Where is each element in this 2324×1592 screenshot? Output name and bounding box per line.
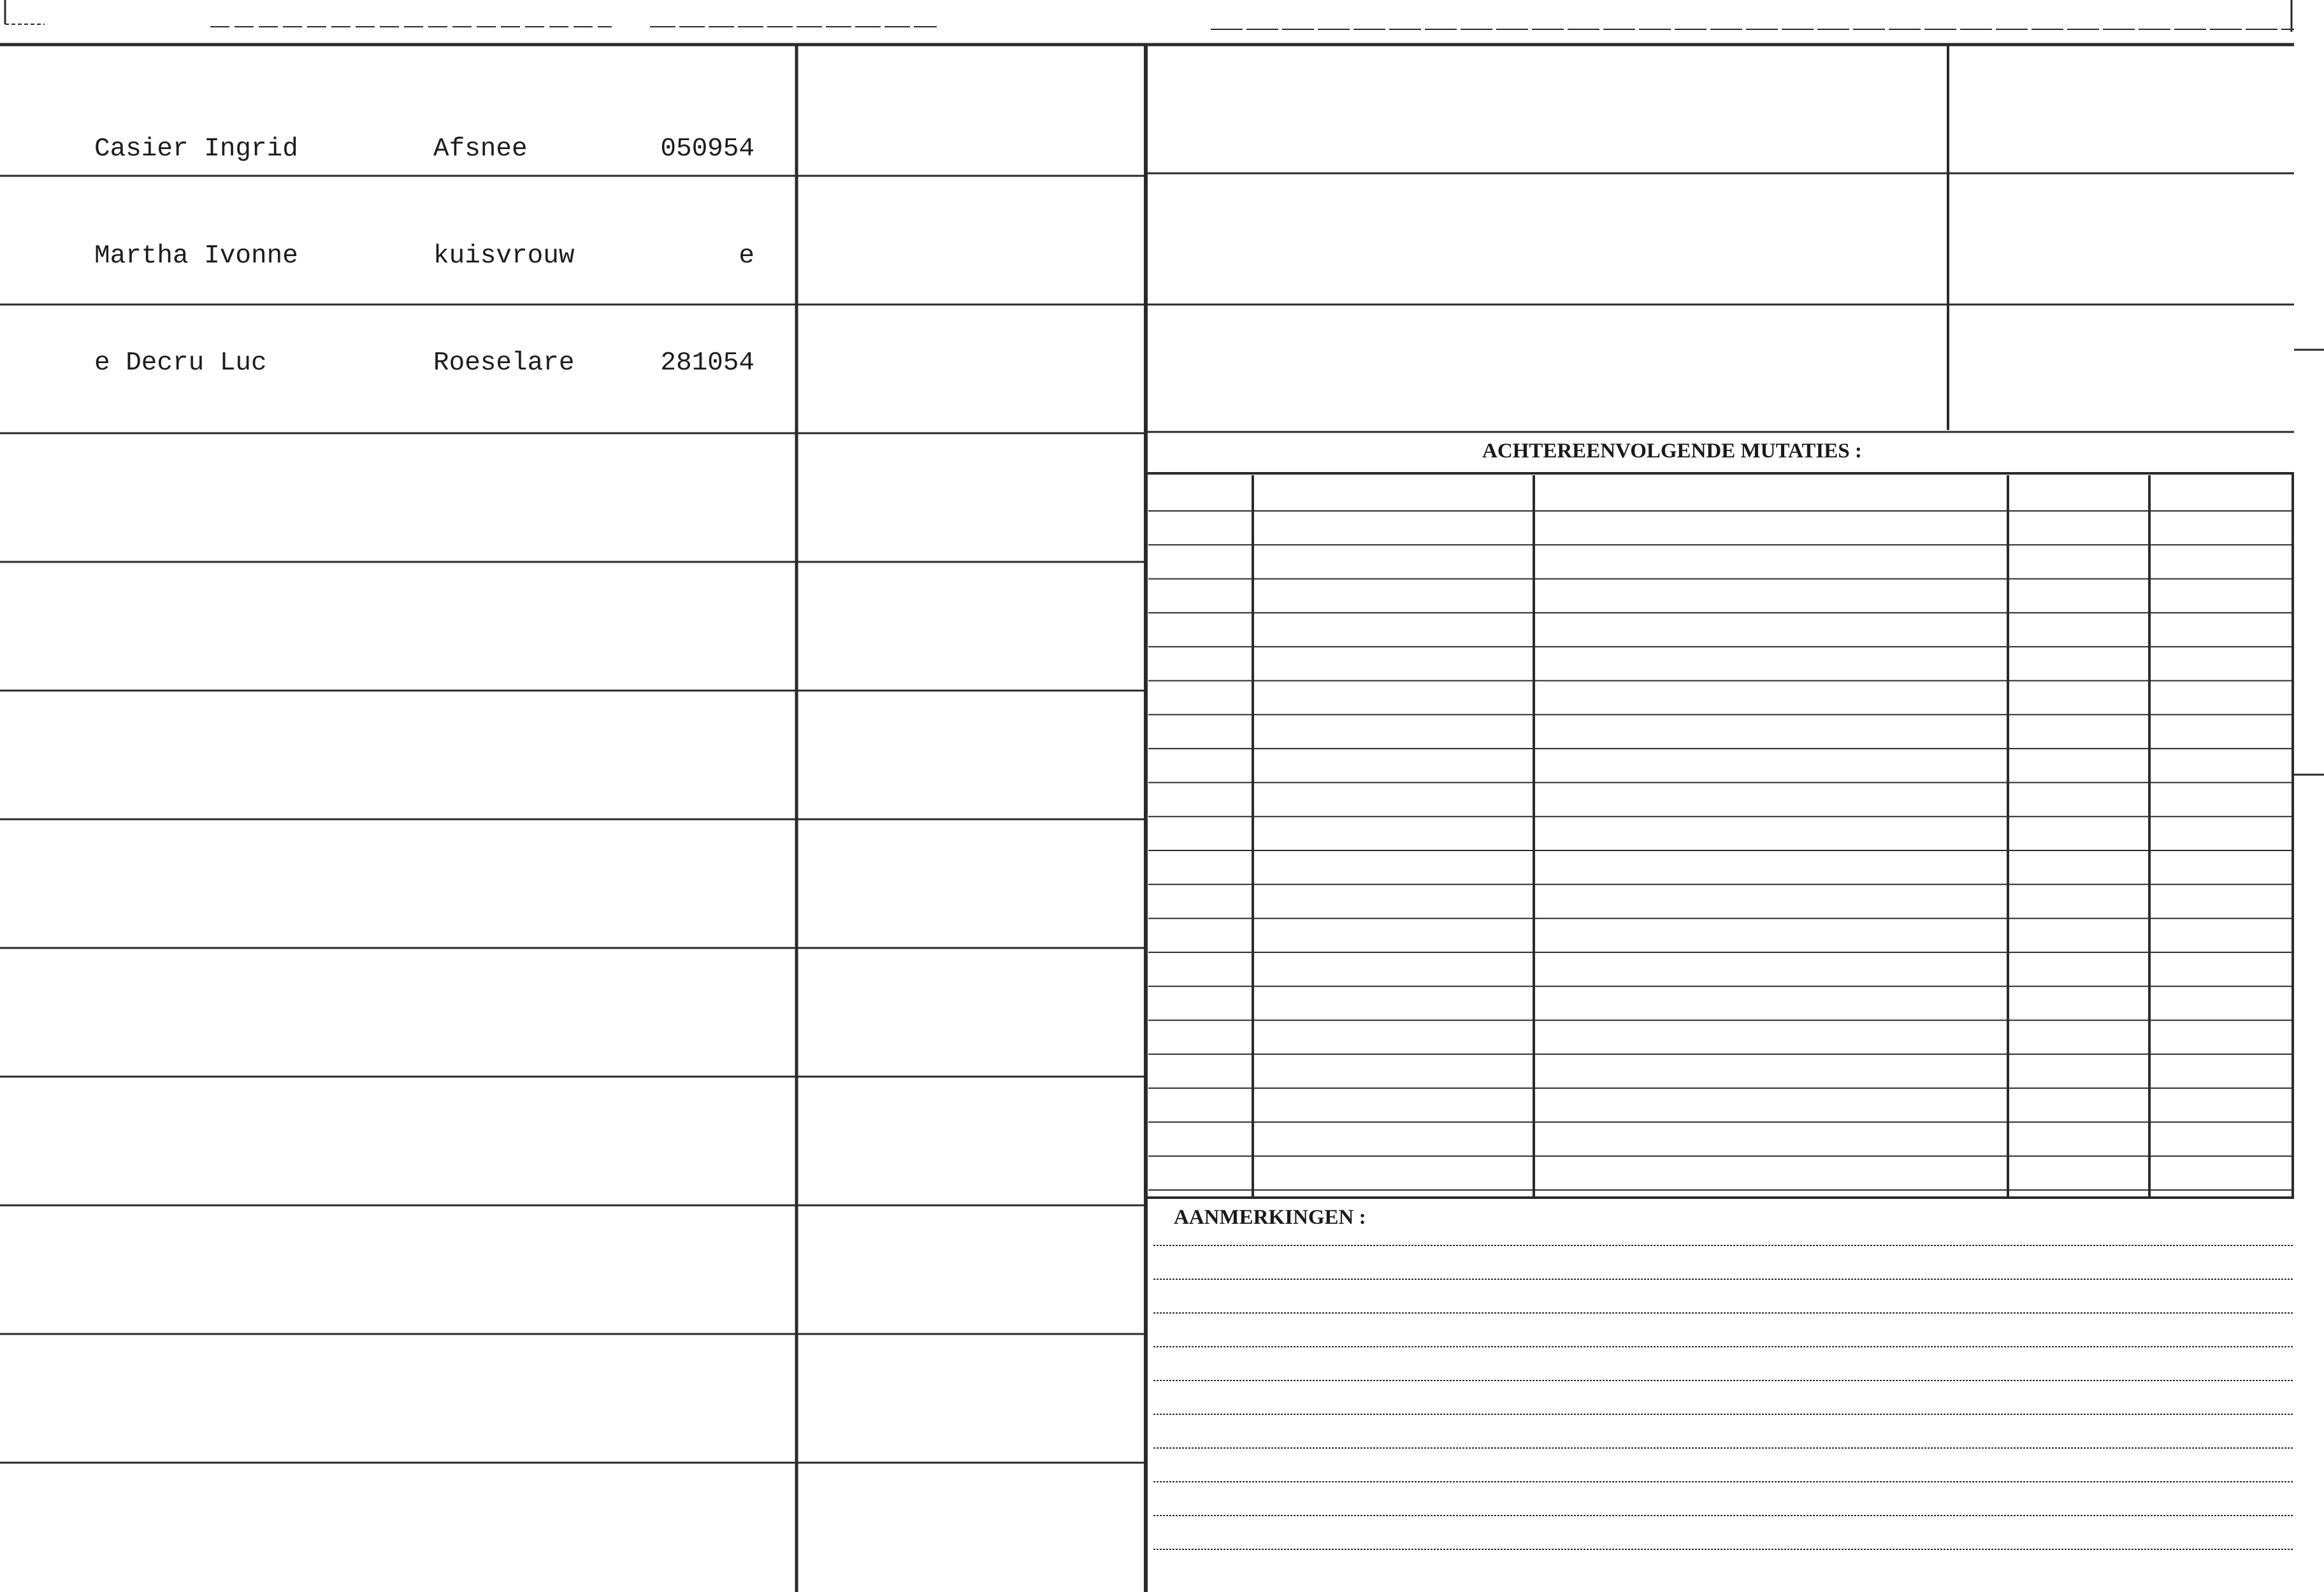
mutations-heading: ACHTEREENVOLGENDE MUTATIES :: [1482, 440, 1862, 463]
mutations-table-rows: [1148, 511, 2292, 1190]
entry-occupation-line-2: kuisvrouw: [433, 241, 575, 271]
entry-name: [94, 60, 298, 417]
entry-date-line-3: 281054: [660, 348, 754, 378]
remarks-ruled-lines: [1153, 1245, 2294, 1549]
entry-dates: [637, 60, 754, 417]
entry-date-line-1: 050954: [660, 134, 754, 164]
entry-name-line-3: e Decru Luc: [94, 348, 267, 378]
entry-date-line-2: e: [739, 241, 754, 271]
entry-occupation-line-3: Roeselare: [433, 348, 575, 378]
entry-name-line-2: Martha Ivonne: [94, 241, 298, 271]
entry-name-line-1: Casier Ingrid: [94, 134, 298, 164]
remarks-heading: AANMERKINGEN :: [1174, 1206, 1366, 1229]
entry-occupation: [433, 60, 574, 417]
entry-occupation-line-1: Afsnee: [433, 134, 528, 164]
